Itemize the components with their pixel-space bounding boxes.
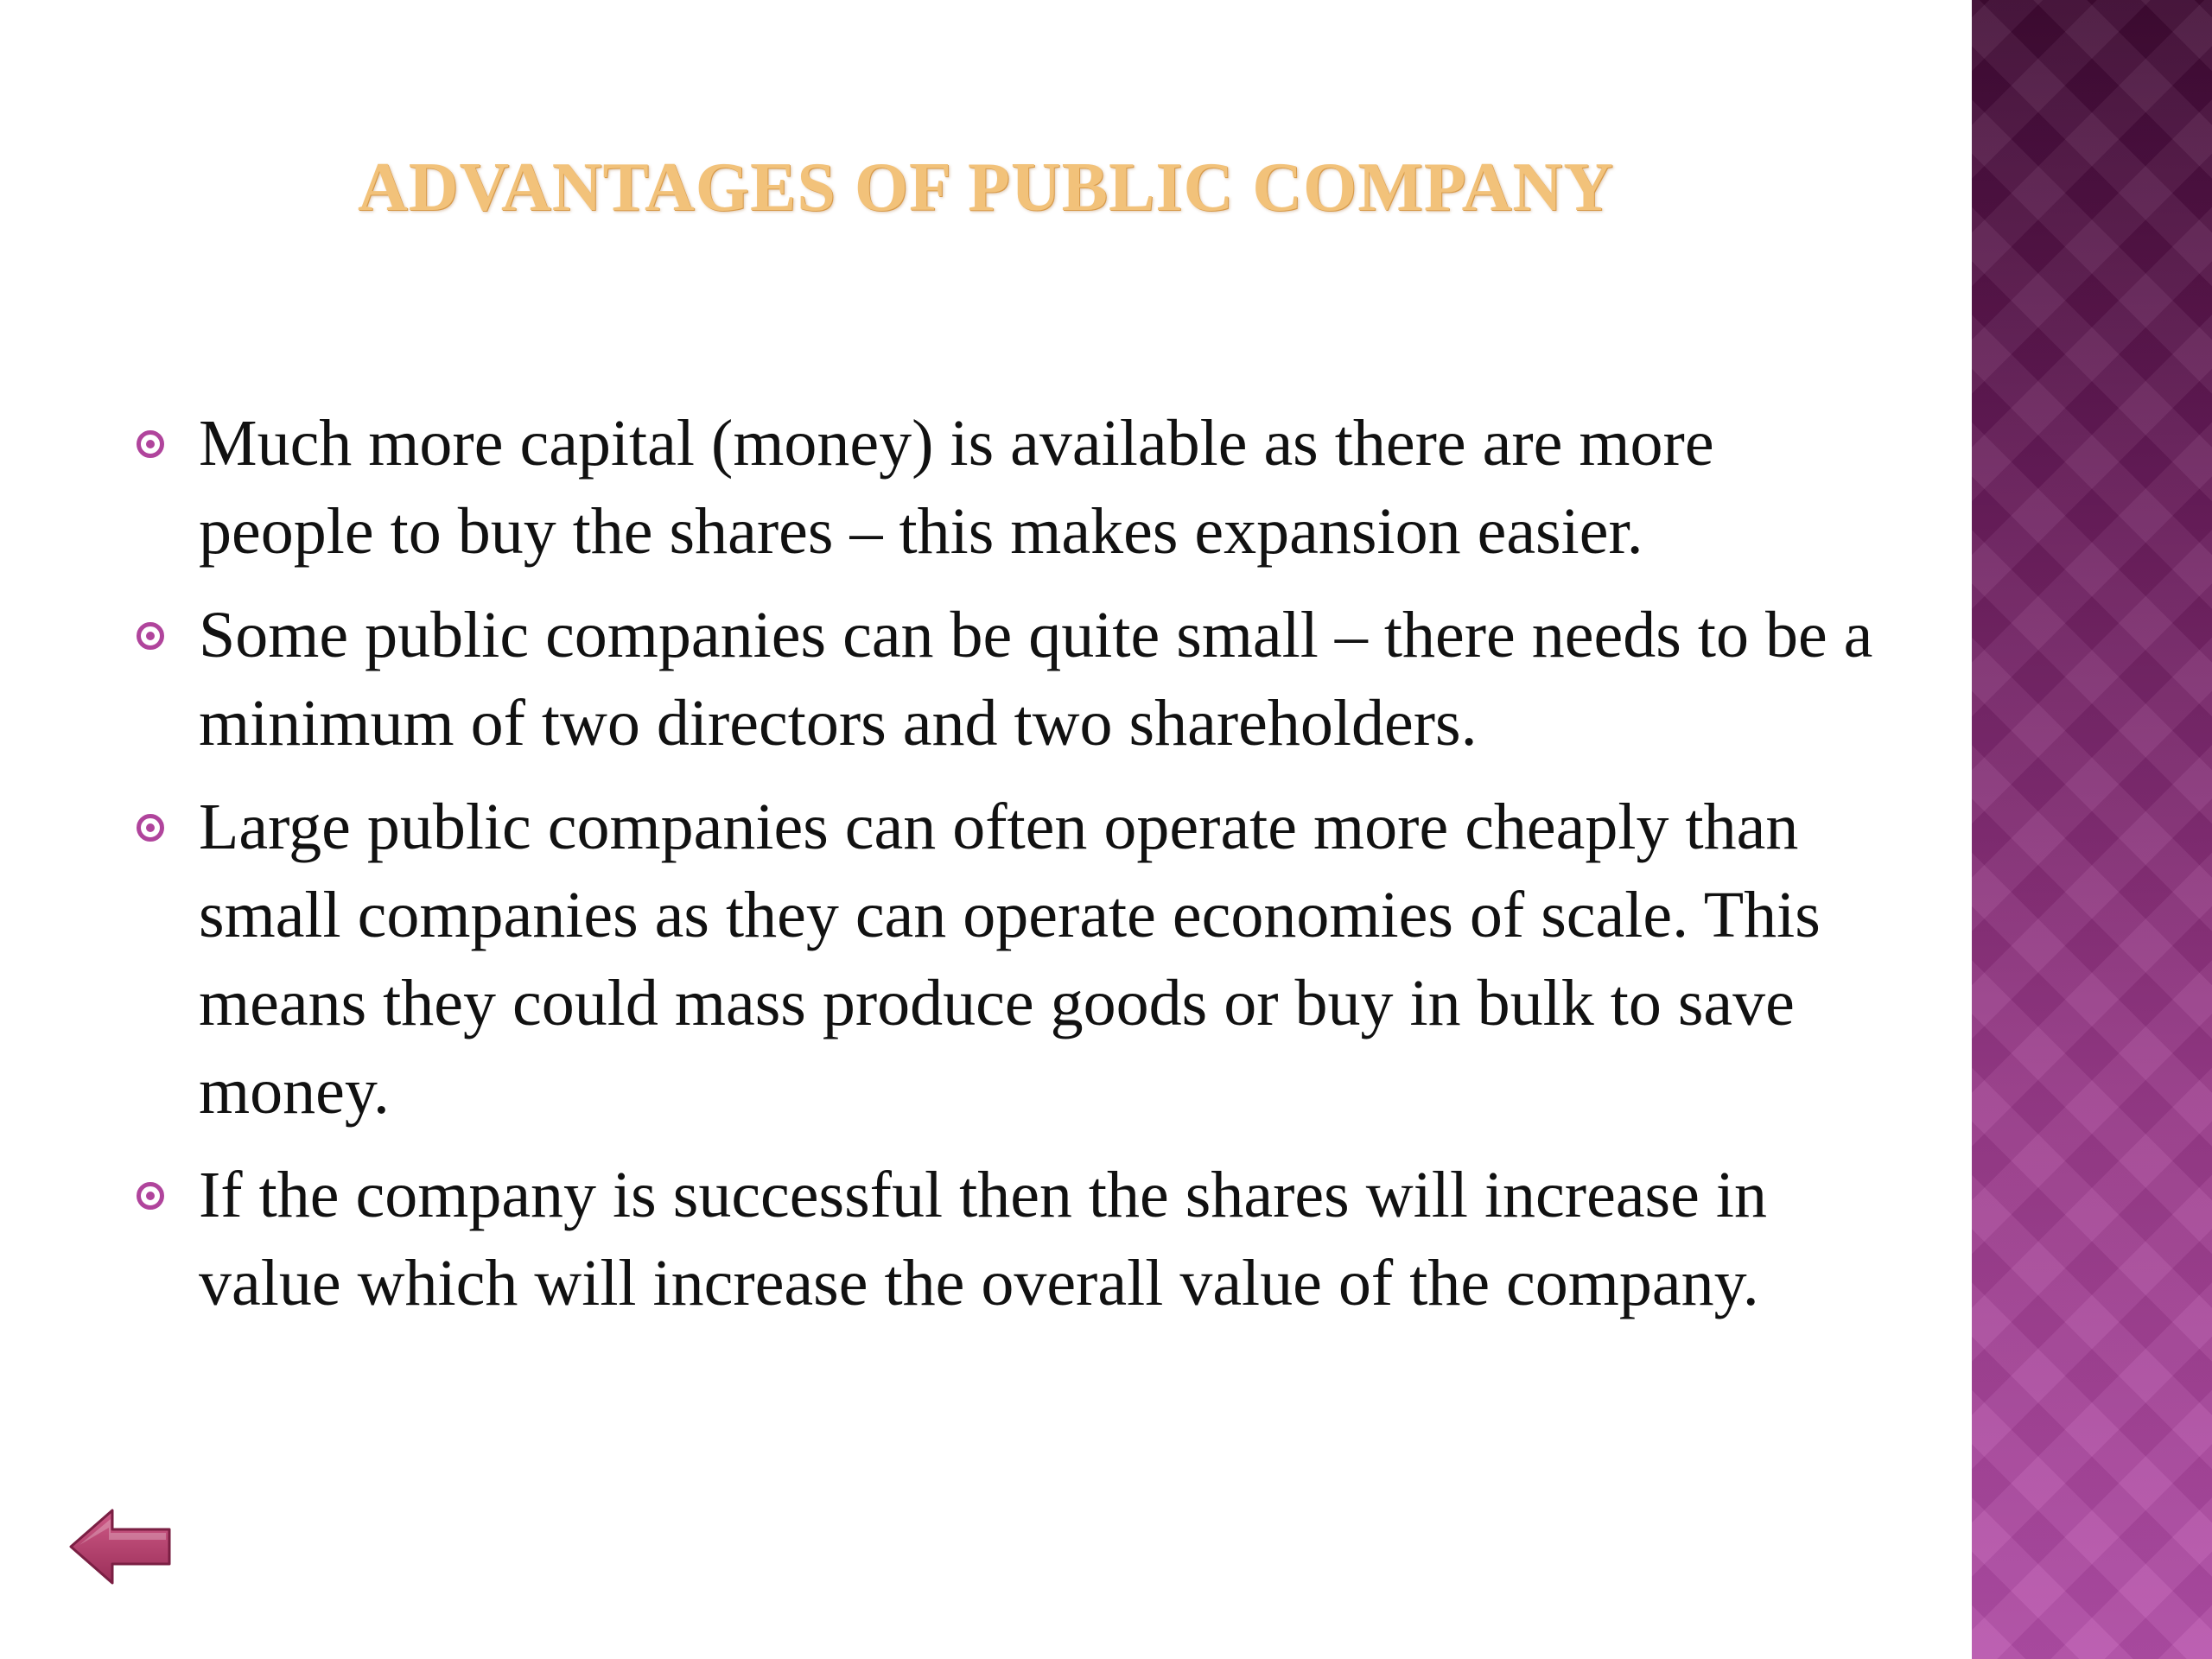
- bullet-list: [130, 399, 1875, 1343]
- bullet-circle-icon: [137, 622, 164, 650]
- bullet-text: If the company is successful then the shares will increase in value which will increase the overall value of the company.: [199, 1159, 1767, 1319]
- bullet-circle-icon: [137, 814, 164, 842]
- bullet-item: [130, 783, 1875, 1135]
- decorative-side-band: [1972, 0, 2212, 1659]
- bullet-item: [130, 399, 1875, 575]
- bullet-text: Some public companies can be quite small – there needs to be a minimum of two directors and two shareholders.: [199, 599, 1873, 760]
- left-arrow-icon: [67, 1505, 175, 1588]
- slide-title: ADVANTAGES OF PUBLIC COMPANY: [358, 149, 1614, 226]
- bullet-circle-icon: [137, 430, 164, 458]
- bullet-text: Large public companies can often operate more cheaply than small companies as they can operate economies of scale. This means they could mass produce goods or buy in bulk to save money.: [199, 791, 1821, 1128]
- bullet-circle-icon: [137, 1182, 164, 1210]
- bullet-item: [130, 1151, 1875, 1327]
- bullet-item: [130, 591, 1875, 767]
- back-button[interactable]: [67, 1505, 175, 1588]
- bullet-text: Much more capital (money) is available as there are more people to buy the shares – this makes expansion easier.: [199, 407, 1714, 568]
